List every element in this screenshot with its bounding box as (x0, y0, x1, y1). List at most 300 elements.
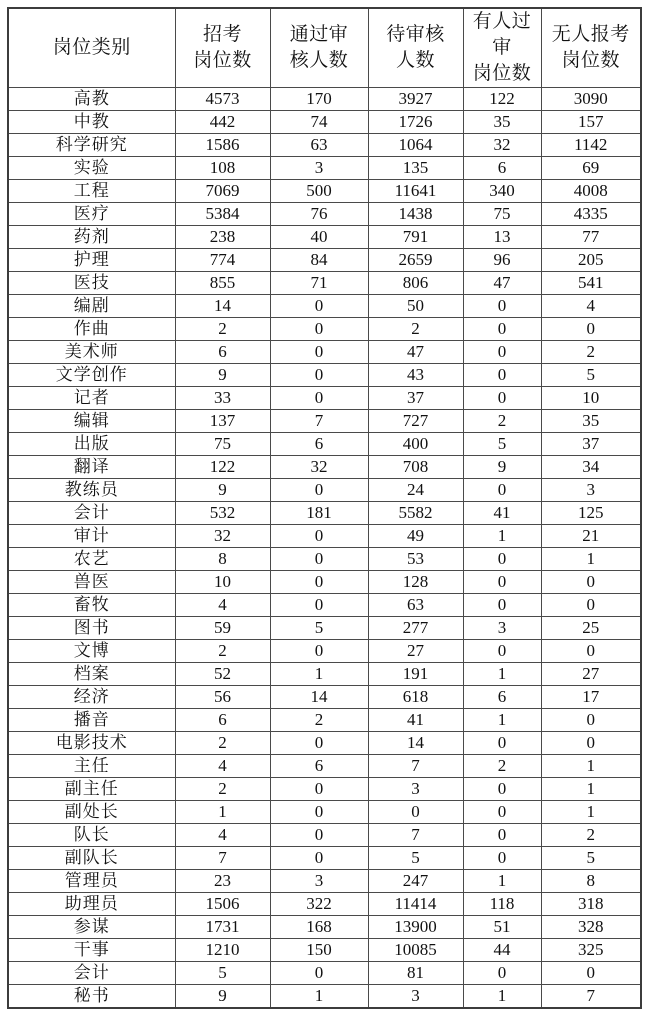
cell-value-4: 35 (541, 410, 641, 433)
cell-value-4: 3 (541, 479, 641, 502)
cell-value-4: 69 (541, 157, 641, 180)
table-row (8, 157, 641, 180)
cell-value-4: 1142 (541, 134, 641, 157)
cell-value-2: 0 (368, 801, 463, 824)
cell-value-1: 170 (270, 88, 368, 111)
cell-value-1: 168 (270, 916, 368, 939)
cell-category: 护理 (8, 249, 175, 272)
cell-value-3: 2 (463, 755, 541, 778)
cell-value-1: 0 (270, 732, 368, 755)
table-row (8, 226, 641, 249)
cell-value-1: 1 (270, 985, 368, 1009)
table-body (8, 88, 641, 1009)
cell-category: 文学创作 (8, 364, 175, 387)
cell-value-4: 0 (541, 571, 641, 594)
cell-value-1: 0 (270, 824, 368, 847)
table-row (8, 870, 641, 893)
cell-value-0: 23 (175, 870, 270, 893)
cell-category: 实验 (8, 157, 175, 180)
cell-value-0: 5 (175, 962, 270, 985)
table-row (8, 778, 641, 801)
cell-value-0: 6 (175, 709, 270, 732)
table-row (8, 962, 641, 985)
cell-category: 记者 (8, 387, 175, 410)
cell-value-1: 3 (270, 157, 368, 180)
cell-value-4: 205 (541, 249, 641, 272)
cell-value-1: 0 (270, 847, 368, 870)
table-row (8, 525, 641, 548)
cell-value-2: 13900 (368, 916, 463, 939)
cell-value-0: 1586 (175, 134, 270, 157)
cell-value-4: 4008 (541, 180, 641, 203)
cell-value-4: 2 (541, 341, 641, 364)
cell-value-4: 4 (541, 295, 641, 318)
column-header-1 (175, 8, 270, 88)
cell-value-2: 53 (368, 548, 463, 571)
cell-value-1: 32 (270, 456, 368, 479)
table-row (8, 203, 641, 226)
cell-value-1: 322 (270, 893, 368, 916)
cell-value-1: 0 (270, 318, 368, 341)
cell-value-4: 541 (541, 272, 641, 295)
cell-value-4: 17 (541, 686, 641, 709)
cell-category: 畜牧 (8, 594, 175, 617)
cell-category: 中教 (8, 111, 175, 134)
cell-value-4: 125 (541, 502, 641, 525)
table-row (8, 341, 641, 364)
cell-value-2: 618 (368, 686, 463, 709)
cell-value-0: 7 (175, 847, 270, 870)
cell-value-3: 32 (463, 134, 541, 157)
cell-value-3: 0 (463, 548, 541, 571)
column-header-line: 岗位数 (472, 63, 532, 84)
cell-category: 编剧 (8, 295, 175, 318)
cell-value-2: 5 (368, 847, 463, 870)
cell-value-3: 35 (463, 111, 541, 134)
cell-value-2: 708 (368, 456, 463, 479)
cell-value-3: 47 (463, 272, 541, 295)
cell-value-1: 0 (270, 640, 368, 663)
table-row (8, 180, 641, 203)
cell-value-4: 1 (541, 778, 641, 801)
cell-value-4: 318 (541, 893, 641, 916)
cell-value-2: 37 (368, 387, 463, 410)
column-header-5 (541, 8, 641, 88)
table-row (8, 824, 641, 847)
table-row (8, 847, 641, 870)
cell-value-0: 238 (175, 226, 270, 249)
cell-value-2: 27 (368, 640, 463, 663)
cell-value-4: 0 (541, 594, 641, 617)
cell-value-1: 0 (270, 801, 368, 824)
cell-value-0: 1210 (175, 939, 270, 962)
cell-category: 工程 (8, 180, 175, 203)
cell-value-1: 0 (270, 387, 368, 410)
cell-category: 农艺 (8, 548, 175, 571)
cell-category: 医疗 (8, 203, 175, 226)
cell-value-2: 63 (368, 594, 463, 617)
cell-value-3: 1 (463, 985, 541, 1009)
table-row (8, 88, 641, 111)
cell-value-4: 37 (541, 433, 641, 456)
cell-value-2: 727 (368, 410, 463, 433)
cell-value-2: 24 (368, 479, 463, 502)
cell-value-0: 4 (175, 824, 270, 847)
cell-value-1: 0 (270, 548, 368, 571)
cell-value-0: 532 (175, 502, 270, 525)
table-row (8, 594, 641, 617)
table-header (8, 8, 641, 88)
cell-category: 副处长 (8, 801, 175, 824)
cell-value-3: 0 (463, 594, 541, 617)
cell-value-1: 2 (270, 709, 368, 732)
column-header-line: 招考 (202, 24, 242, 45)
cell-value-4: 7 (541, 985, 641, 1009)
cell-value-0: 32 (175, 525, 270, 548)
cell-value-0: 4 (175, 755, 270, 778)
table-row (8, 893, 641, 916)
cell-value-1: 181 (270, 502, 368, 525)
table-row (8, 134, 641, 157)
cell-value-2: 2 (368, 318, 463, 341)
column-header-3 (368, 8, 463, 88)
cell-value-1: 0 (270, 295, 368, 318)
table-row (8, 571, 641, 594)
cell-value-4: 1 (541, 755, 641, 778)
cell-value-0: 6 (175, 341, 270, 364)
cell-value-2: 135 (368, 157, 463, 180)
cell-value-4: 21 (541, 525, 641, 548)
cell-value-1: 0 (270, 594, 368, 617)
cell-category: 干事 (8, 939, 175, 962)
cell-value-0: 33 (175, 387, 270, 410)
cell-value-3: 6 (463, 686, 541, 709)
column-header-2 (270, 8, 368, 88)
cell-value-0: 774 (175, 249, 270, 272)
column-header-line: 岗位数 (561, 50, 620, 71)
cell-value-3: 0 (463, 295, 541, 318)
cell-value-4: 1 (541, 801, 641, 824)
cell-value-2: 1726 (368, 111, 463, 134)
cell-value-2: 128 (368, 571, 463, 594)
cell-value-4: 0 (541, 732, 641, 755)
cell-value-4: 77 (541, 226, 641, 249)
table-row (8, 479, 641, 502)
cell-category: 编辑 (8, 410, 175, 433)
column-header-0 (8, 8, 175, 88)
cell-value-4: 10 (541, 387, 641, 410)
cell-category: 翻译 (8, 456, 175, 479)
cell-value-2: 3 (368, 778, 463, 801)
cell-value-0: 8 (175, 548, 270, 571)
cell-category: 医技 (8, 272, 175, 295)
cell-value-1: 14 (270, 686, 368, 709)
table-row (8, 318, 641, 341)
cell-value-3: 1 (463, 870, 541, 893)
cell-value-0: 108 (175, 157, 270, 180)
cell-value-2: 14 (368, 732, 463, 755)
cell-value-1: 0 (270, 341, 368, 364)
cell-value-1: 6 (270, 755, 368, 778)
cell-value-2: 81 (368, 962, 463, 985)
cell-value-1: 0 (270, 364, 368, 387)
cell-value-1: 76 (270, 203, 368, 226)
cell-value-0: 56 (175, 686, 270, 709)
cell-value-3: 2 (463, 410, 541, 433)
column-header-line: 无人报考 (551, 24, 630, 45)
cell-value-0: 14 (175, 295, 270, 318)
cell-value-4: 1 (541, 548, 641, 571)
column-header-line: 待审核 (386, 24, 445, 45)
cell-value-0: 59 (175, 617, 270, 640)
cell-value-1: 40 (270, 226, 368, 249)
cell-value-2: 41 (368, 709, 463, 732)
table-row (8, 801, 641, 824)
cell-value-4: 328 (541, 916, 641, 939)
cell-value-3: 0 (463, 364, 541, 387)
cell-value-4: 3090 (541, 88, 641, 111)
cell-value-4: 0 (541, 640, 641, 663)
cell-value-3: 0 (463, 801, 541, 824)
cell-value-1: 0 (270, 525, 368, 548)
cell-value-0: 2 (175, 732, 270, 755)
cell-value-2: 50 (368, 295, 463, 318)
cell-value-3: 340 (463, 180, 541, 203)
cell-value-0: 5384 (175, 203, 270, 226)
table-row (8, 916, 641, 939)
cell-category: 科学研究 (8, 134, 175, 157)
cell-value-3: 0 (463, 318, 541, 341)
table-row (8, 709, 641, 732)
cell-value-3: 122 (463, 88, 541, 111)
cell-category: 电影技术 (8, 732, 175, 755)
cell-value-3: 9 (463, 456, 541, 479)
cell-value-0: 1 (175, 801, 270, 824)
cell-value-2: 806 (368, 272, 463, 295)
cell-value-1: 7 (270, 410, 368, 433)
cell-value-2: 10085 (368, 939, 463, 962)
cell-category: 文博 (8, 640, 175, 663)
cell-category: 出版 (8, 433, 175, 456)
cell-category: 审计 (8, 525, 175, 548)
cell-category: 管理员 (8, 870, 175, 893)
cell-category: 兽医 (8, 571, 175, 594)
table-row (8, 640, 641, 663)
cell-value-2: 11641 (368, 180, 463, 203)
cell-category: 参谋 (8, 916, 175, 939)
cell-value-3: 0 (463, 732, 541, 755)
table-row (8, 410, 641, 433)
cell-category: 助理员 (8, 893, 175, 916)
job-category-statistics-table (7, 7, 642, 1009)
cell-value-2: 11414 (368, 893, 463, 916)
table-row (8, 732, 641, 755)
table-row (8, 456, 641, 479)
table-row (8, 433, 641, 456)
cell-value-2: 43 (368, 364, 463, 387)
cell-value-3: 0 (463, 847, 541, 870)
cell-value-0: 122 (175, 456, 270, 479)
cell-category: 队长 (8, 824, 175, 847)
cell-value-0: 137 (175, 410, 270, 433)
cell-category: 经济 (8, 686, 175, 709)
cell-category: 主任 (8, 755, 175, 778)
cell-value-1: 0 (270, 479, 368, 502)
cell-value-0: 9 (175, 985, 270, 1009)
cell-category: 会计 (8, 962, 175, 985)
cell-value-1: 0 (270, 778, 368, 801)
cell-value-1: 0 (270, 571, 368, 594)
cell-value-3: 0 (463, 640, 541, 663)
cell-category: 播音 (8, 709, 175, 732)
cell-value-3: 1 (463, 663, 541, 686)
cell-category: 教练员 (8, 479, 175, 502)
cell-value-0: 1506 (175, 893, 270, 916)
cell-value-2: 7 (368, 824, 463, 847)
cell-value-4: 325 (541, 939, 641, 962)
cell-value-2: 247 (368, 870, 463, 893)
cell-value-3: 0 (463, 962, 541, 985)
cell-category: 作曲 (8, 318, 175, 341)
cell-value-1: 63 (270, 134, 368, 157)
table-row (8, 111, 641, 134)
cell-value-1: 6 (270, 433, 368, 456)
cell-value-3: 75 (463, 203, 541, 226)
column-header-line: 人数 (395, 50, 435, 71)
cell-value-4: 157 (541, 111, 641, 134)
column-header-4 (463, 8, 541, 88)
cell-value-0: 2 (175, 318, 270, 341)
cell-value-1: 1 (270, 663, 368, 686)
cell-value-2: 49 (368, 525, 463, 548)
cell-value-0: 75 (175, 433, 270, 456)
cell-value-4: 5 (541, 847, 641, 870)
cell-value-3: 0 (463, 571, 541, 594)
cell-category: 美术师 (8, 341, 175, 364)
column-header-line: 有人过审 (472, 11, 532, 58)
column-header-line: 核人数 (289, 50, 349, 71)
cell-value-3: 41 (463, 502, 541, 525)
cell-value-3: 5 (463, 433, 541, 456)
cell-value-0: 2 (175, 778, 270, 801)
cell-value-0: 7069 (175, 180, 270, 203)
cell-value-3: 51 (463, 916, 541, 939)
cell-category: 高教 (8, 88, 175, 111)
cell-value-0: 9 (175, 479, 270, 502)
cell-value-2: 400 (368, 433, 463, 456)
table-row (8, 502, 641, 525)
cell-value-2: 277 (368, 617, 463, 640)
cell-category: 副主任 (8, 778, 175, 801)
table-row (8, 939, 641, 962)
cell-value-0: 9 (175, 364, 270, 387)
table-row (8, 364, 641, 387)
cell-value-3: 3 (463, 617, 541, 640)
cell-value-3: 13 (463, 226, 541, 249)
table-row (8, 295, 641, 318)
cell-value-3: 44 (463, 939, 541, 962)
cell-value-2: 47 (368, 341, 463, 364)
cell-category: 副队长 (8, 847, 175, 870)
cell-value-1: 84 (270, 249, 368, 272)
cell-value-2: 791 (368, 226, 463, 249)
cell-value-4: 4335 (541, 203, 641, 226)
column-header-line: 岗位类别 (52, 37, 131, 58)
cell-value-2: 1064 (368, 134, 463, 157)
cell-value-2: 7 (368, 755, 463, 778)
cell-value-4: 2 (541, 824, 641, 847)
table-row (8, 985, 641, 1009)
cell-value-3: 0 (463, 778, 541, 801)
column-header-line: 岗位数 (193, 50, 252, 71)
cell-category: 档案 (8, 663, 175, 686)
cell-value-4: 8 (541, 870, 641, 893)
cell-value-2: 1438 (368, 203, 463, 226)
table-row (8, 387, 641, 410)
column-header-line: 通过审 (289, 24, 349, 45)
cell-value-1: 5 (270, 617, 368, 640)
cell-value-0: 4 (175, 594, 270, 617)
cell-value-0: 442 (175, 111, 270, 134)
cell-value-3: 0 (463, 341, 541, 364)
cell-category: 会计 (8, 502, 175, 525)
cell-value-0: 855 (175, 272, 270, 295)
cell-value-0: 10 (175, 571, 270, 594)
cell-value-3: 118 (463, 893, 541, 916)
cell-value-1: 71 (270, 272, 368, 295)
cell-value-3: 0 (463, 387, 541, 410)
cell-value-4: 34 (541, 456, 641, 479)
cell-value-0: 4573 (175, 88, 270, 111)
cell-value-3: 6 (463, 157, 541, 180)
cell-category: 药剂 (8, 226, 175, 249)
cell-value-4: 27 (541, 663, 641, 686)
cell-value-4: 0 (541, 962, 641, 985)
cell-value-1: 0 (270, 962, 368, 985)
table-row (8, 548, 641, 571)
cell-value-0: 52 (175, 663, 270, 686)
cell-value-3: 96 (463, 249, 541, 272)
cell-value-3: 0 (463, 824, 541, 847)
cell-value-0: 2 (175, 640, 270, 663)
table-row (8, 663, 641, 686)
cell-value-4: 0 (541, 709, 641, 732)
cell-category: 秘书 (8, 985, 175, 1009)
cell-value-1: 500 (270, 180, 368, 203)
header-row (8, 8, 641, 88)
table-row (8, 686, 641, 709)
table-row (8, 617, 641, 640)
cell-value-4: 5 (541, 364, 641, 387)
cell-value-4: 0 (541, 318, 641, 341)
cell-value-2: 2659 (368, 249, 463, 272)
cell-value-4: 25 (541, 617, 641, 640)
cell-category: 图书 (8, 617, 175, 640)
cell-value-3: 1 (463, 525, 541, 548)
cell-value-3: 1 (463, 709, 541, 732)
table-row (8, 249, 641, 272)
cell-value-0: 1731 (175, 916, 270, 939)
cell-value-2: 3 (368, 985, 463, 1009)
cell-value-2: 5582 (368, 502, 463, 525)
cell-value-2: 3927 (368, 88, 463, 111)
cell-value-2: 191 (368, 663, 463, 686)
table-row (8, 755, 641, 778)
cell-value-1: 150 (270, 939, 368, 962)
cell-value-1: 74 (270, 111, 368, 134)
table-row (8, 272, 641, 295)
cell-value-3: 0 (463, 479, 541, 502)
